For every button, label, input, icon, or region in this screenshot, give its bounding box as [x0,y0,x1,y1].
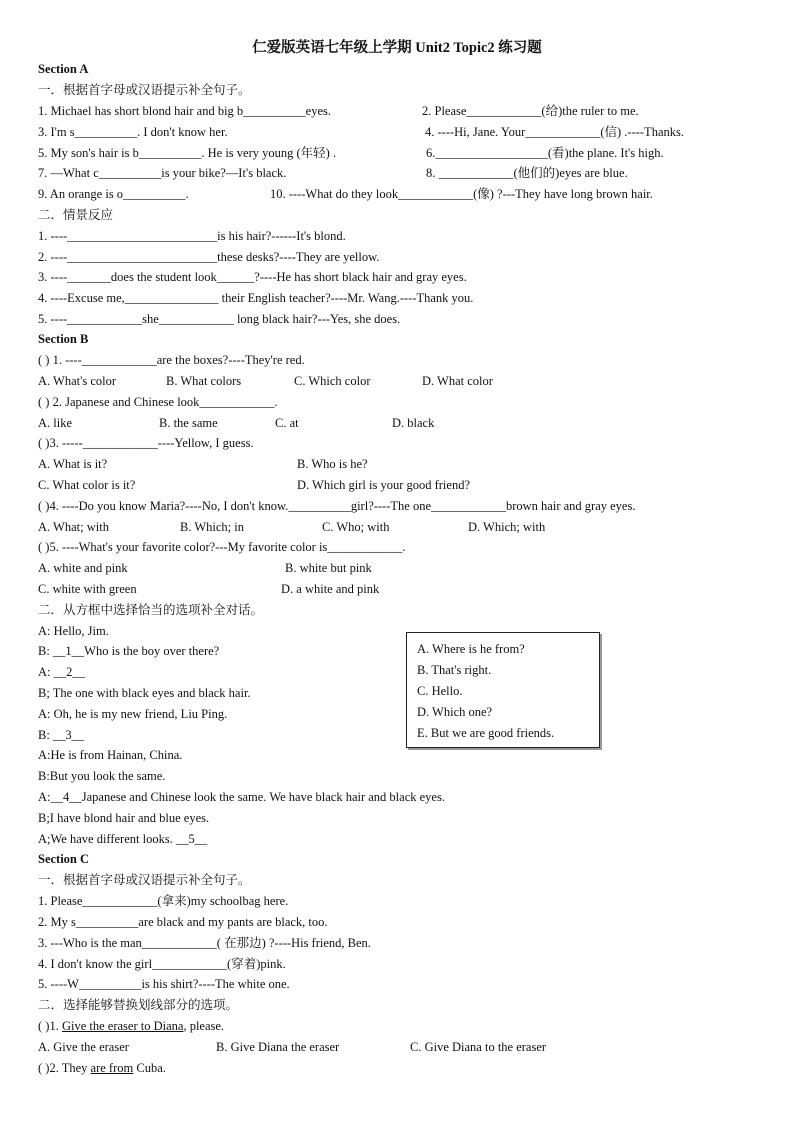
exercise-item: 1. Please____________(拿来)my schoolbag here. [38,894,289,908]
question [38,1060,166,1076]
exercise-item: 6.__________________(看)the plane. It's high. [426,146,664,160]
option: D. black [392,416,435,430]
section-a-part2-heading: 二．情景反应 [38,208,114,222]
section-b-heading: Section B [38,332,89,346]
dialog-line: A:He is from Hainan, China. [38,748,183,762]
underlined-phrase: Give the eraser to Diana [61,1019,184,1033]
option: B. What colors [166,374,242,388]
exercise-item: 2. ----________________________these desks?----They are yellow. [38,250,380,264]
dialog-line: A: __2__ [38,665,85,679]
section-c-part2-heading: 二．选择能够替换划线部分的选项。 [38,998,239,1012]
exercise-item: 3. ----_______does the student look______?----He has short black hair and gray eyes. [38,270,467,284]
option: B. Which; in [180,520,245,534]
box-option: E. But we are good friends. [417,726,555,740]
dialog-line: B; The one with black eyes and black hair. [38,686,251,700]
question: ( ) 2. Japanese and Chinese look____________. [38,395,278,409]
exercise-item: 9. An orange is o__________. [38,187,189,201]
option: B. white but pink [285,561,372,575]
exercise-item: 10. ----What do they look____________(像) ?---They have long brown hair. [270,187,653,201]
dialog-line: A:__4__Japanese and Chinese look the same. We have black hair and black eyes. [38,790,445,804]
question-prefix: ( )2. They [38,1061,91,1075]
exercise-item: 1. ----________________________is his hair?------It's blond. [38,229,346,243]
option: A. like [38,416,73,430]
question [38,1018,224,1034]
question: ( )4. ----Do you know Maria?----No, I don't know.__________girl?----The one____________brown hair and gray eyes. [38,499,636,513]
dialog-line: B: __3__ [38,728,85,742]
dialog-line: B: __1__Who is the boy over there? [38,644,220,658]
dialog-line: A;We have different looks. __5__ [38,832,208,846]
option: A. What's color [38,374,117,388]
box-option: A. Where is he from? [417,642,525,656]
exercise-item: 5. ----W__________is his shirt?----The white one. [38,977,290,991]
option: C. Who; with [322,520,390,534]
option: A. What is it? [38,457,108,471]
exercise-item: 4. ----Hi, Jane. Your____________(信) .----Thanks. [425,125,684,139]
dialog-line: A: Hello, Jim. [38,624,109,638]
page-title: 仁爱版英语七年级上学期 Unit2 Topic2 练习题 [252,40,542,56]
question: ( )3. -----____________----Yellow, I guess. [38,436,254,450]
section-a-heading: Section A [38,62,89,76]
option: B. the same [159,416,218,430]
underlined-phrase: are from [90,1061,134,1075]
option: B. Give Diana the eraser [216,1040,340,1054]
option: B. Who is he? [297,457,368,471]
question-suffix: Cuba. [133,1061,166,1075]
exercise-item: 3. ---Who is the man____________( 在那边) ?----His friend, Ben. [38,936,371,950]
exercise-item: 5. ----____________she____________ long black hair?---Yes, she does. [38,312,401,326]
option: C. at [275,416,299,430]
option: C. white with green [38,582,137,596]
box-option: D. Which one? [417,705,493,719]
question-prefix: ( )1. [38,1019,62,1033]
option: C. What color is it? [38,478,136,492]
exercise-item: 1. Michael has short blond hair and big b__________eyes. [38,104,332,118]
question: ( ) 1. ----____________are the boxes?----They're red. [38,353,305,367]
question-suffix: , please. [183,1019,225,1033]
options-box [406,632,600,748]
option: D. Which; with [468,520,546,534]
option: D. What color [422,374,493,388]
box-option: C. Hello. [417,684,463,698]
exercise-item: 2. My s__________are black and my pants are black, too. [38,915,328,929]
option: D. Which girl is your good friend? [297,478,470,492]
exercise-item: 3. I'm s__________. I don't know her. [38,125,228,139]
exercise-item: 7. —What c__________is your bike?—It's black. [38,166,287,180]
dialog-line: B;I have blond hair and blue eyes. [38,811,210,825]
exercise-item: 4. ----Excuse me,_______________ their English teacher?----Mr. Wang.----Thank you. [38,291,474,305]
exercise-item: 8. ____________(他们的)eyes are blue. [426,166,628,180]
option: A. Give the eraser [38,1040,129,1054]
question: ( )5. ----What's your favorite color?---My favorite color is____________. [38,540,406,554]
exercise-item: 5. My son's hair is b__________. He is very young (年轻) . [38,146,337,160]
option: A. What; with [38,520,109,534]
dialog-line: B:But you look the same. [38,769,166,783]
section-c-heading: Section C [38,852,90,866]
option: A. white and pink [38,561,128,575]
option: C. Give Diana to the eraser [410,1040,547,1054]
box-option: B. That's right. [417,663,492,677]
dialog-line: A: Oh, he is my new friend, Liu Ping. [38,707,228,721]
section-b-part2-heading: 二．从方框中选择恰当的选项补全对话。 [38,603,264,617]
exercise-item: 2. Please____________(给)the ruler to me. [422,104,639,118]
option: C. Which color [294,374,371,388]
section-c-part1-heading: 一．根据首字母或汉语提示补全句子。 [38,873,251,887]
section-a-part1-heading: 一．根据首字母或汉语提示补全句子。 [38,83,251,97]
exercise-item: 4. I don't know the girl____________(穿着)pink. [38,957,286,971]
option: D. a white and pink [281,582,380,596]
